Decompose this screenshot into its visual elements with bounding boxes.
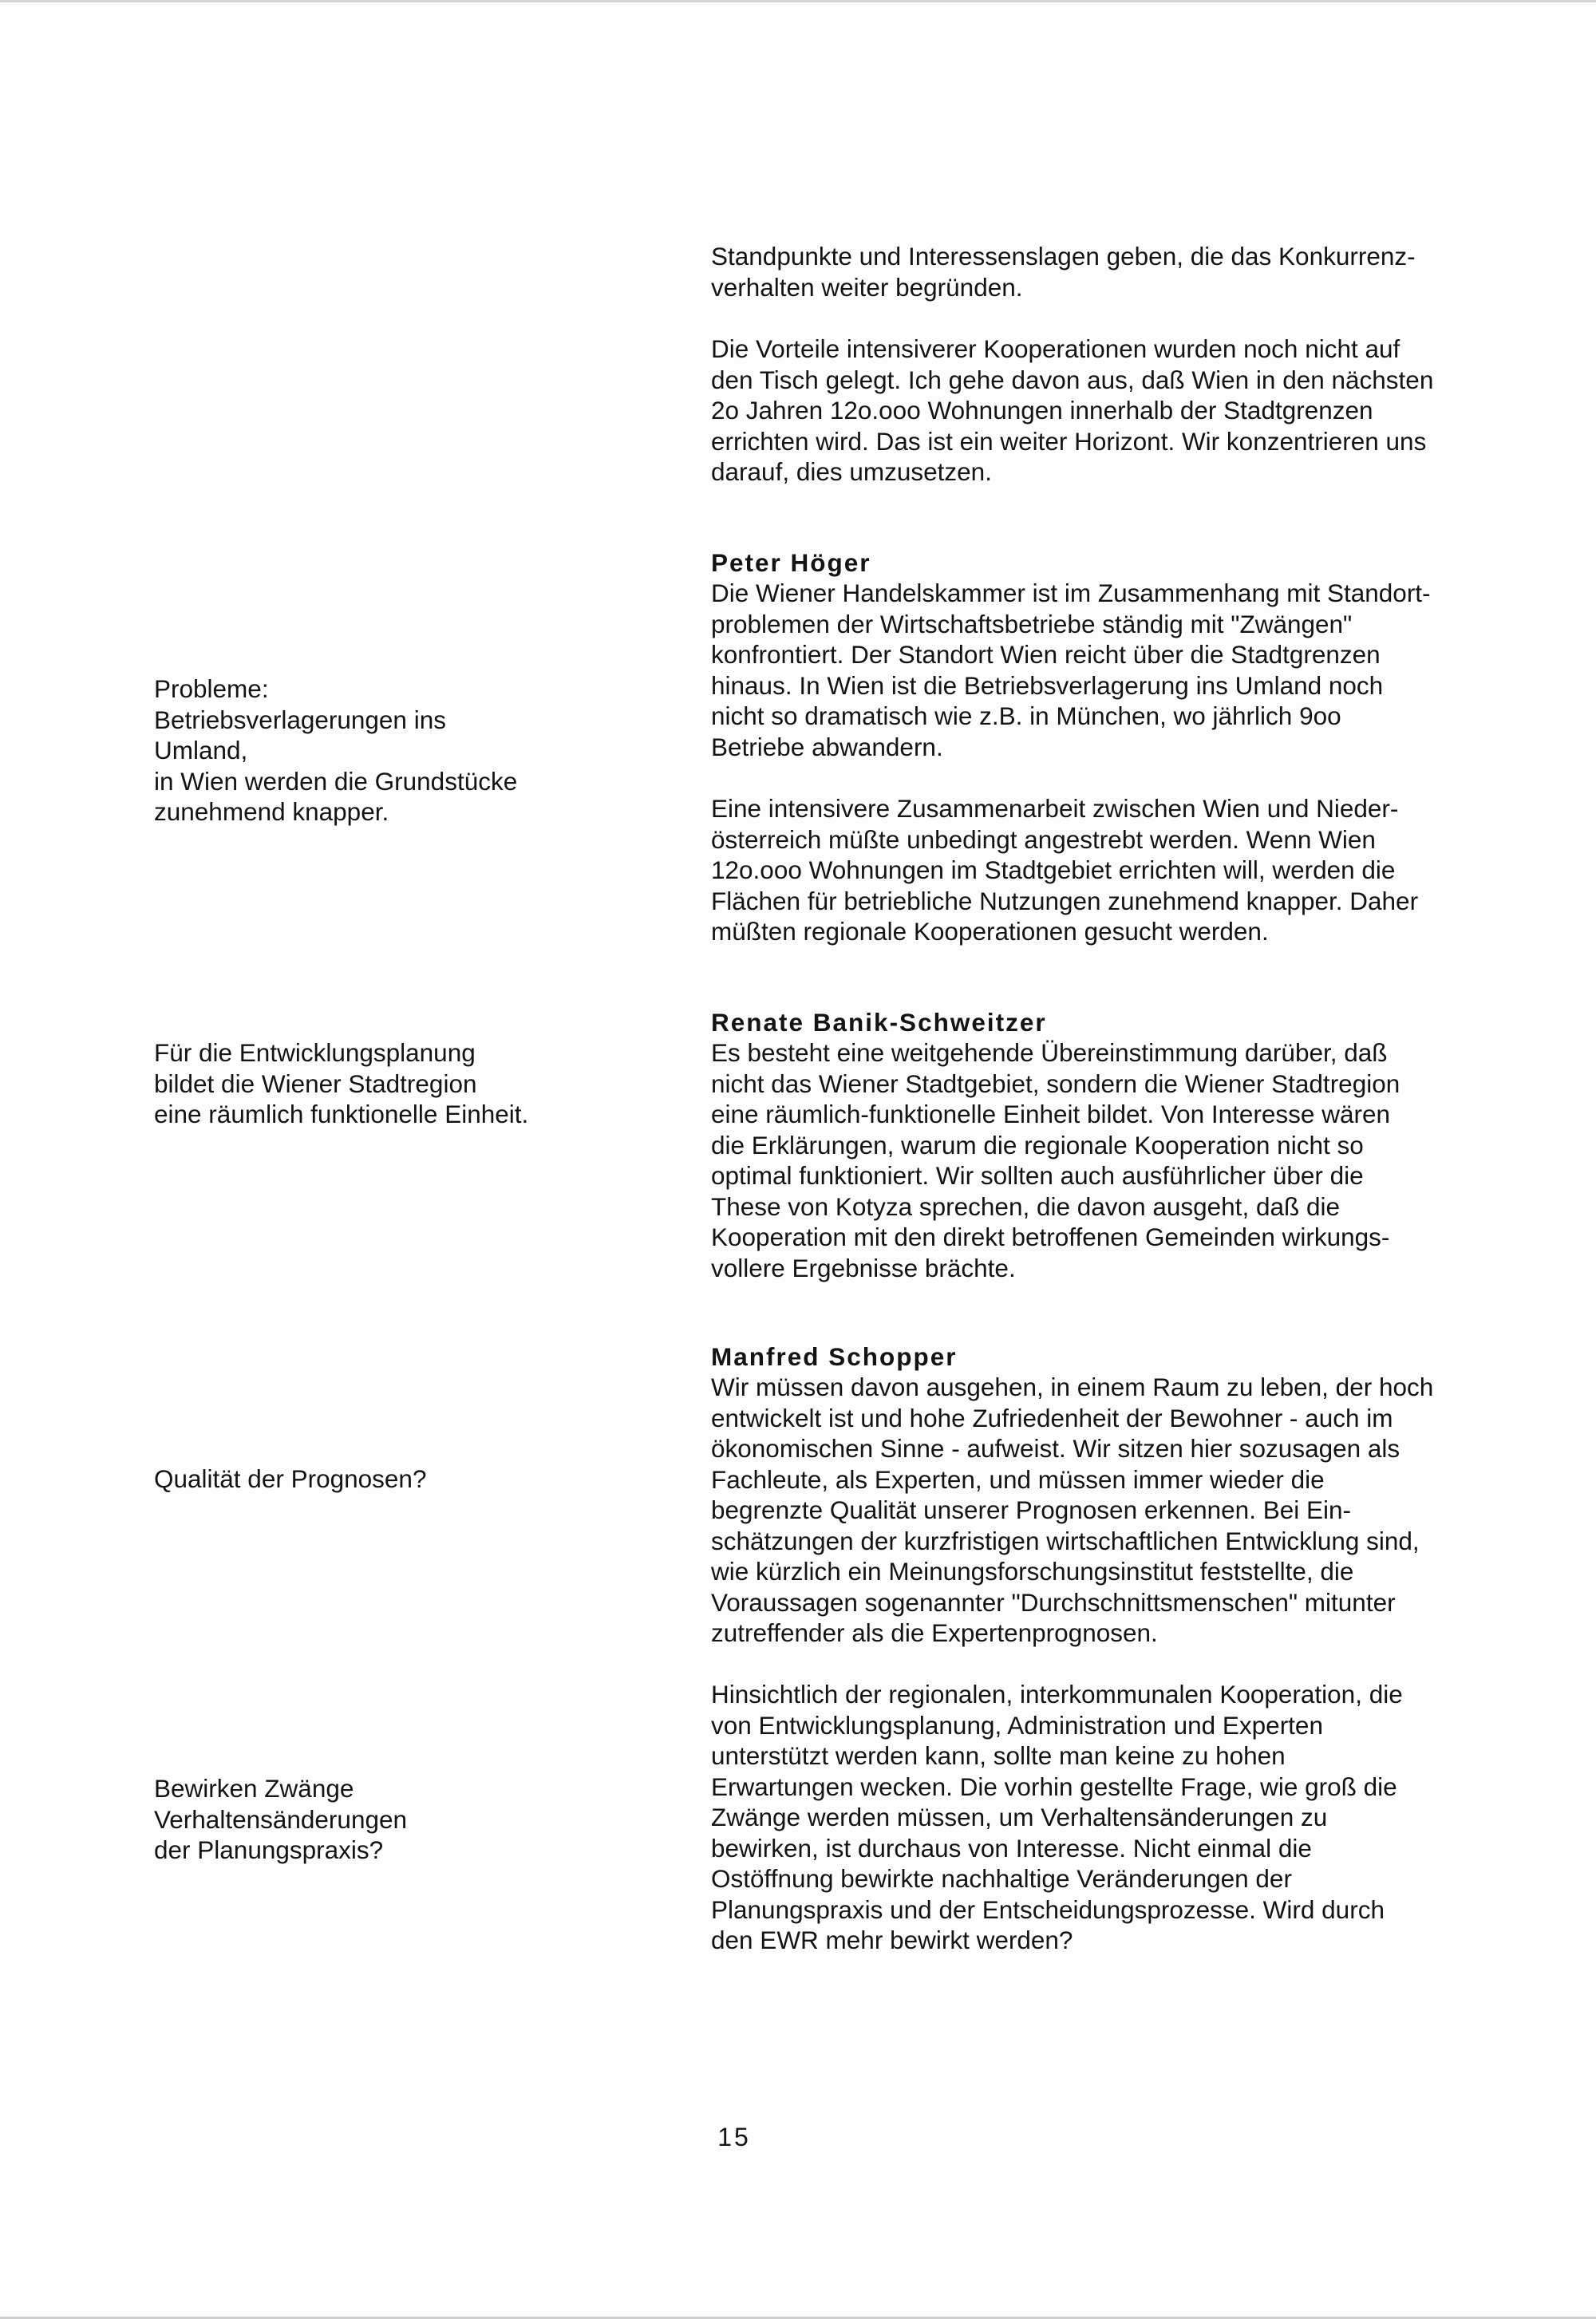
intro-paragraph-1: Standpunkte und Interessenslagen geben, die das Konkurrenz- verhalten weiter begründen. bbox=[711, 242, 1416, 302]
scan-edge-top bbox=[0, 0, 1596, 2]
page-number: 15 bbox=[717, 2123, 751, 2151]
speaker-name: Manfred Schopper bbox=[711, 1342, 958, 1371]
speech-paragraph: Es besteht eine weitgehende Übereinstimmung darüber, daß nicht das Wiener Stadtgebiet, sondern die Wiener Stadtregion eine räumlich-funktionelle Einheit bildet. Von Interesse wären die Erklärungen, warum die regionale Kooperation nicht so optimal funktioniert. Wir sollten auch ausführlicher über die These von Kotyza sprechen, die davon ausgeht, daß die Kooperation mit den direkt betroffenen Gemeinden wirkungs- vollere Ergebnisse brächte. bbox=[711, 1038, 1400, 1282]
speech-paragraph: Eine intensivere Zusammenarbeit zwischen Wien und Nieder- österreich müßte unbedingt angestrebt werden. Wenn Wien 12o.ooo Wohnungen im Stadtgebiet errichten will, werden die Flächen für betriebliche Nutzungen zunehmend knapper. Daher müßten regionale Kooperationen gesucht werden. bbox=[711, 794, 1419, 946]
margin-note: Qualität der Prognosen? bbox=[154, 1464, 427, 1493]
speech-paragraph: Hinsichtlich der regionalen, interkommunalen Kooperation, die von Entwicklungsplanung, Administration und Experten unterstützt werden kann, sollte man keine zu hohen Erwartungen wecken. Die vorhin gestellte Frage, wie groß die Zwänge werden müssen, um Verhaltensänderungen zu bewirken, ist durchaus von Interesse. Nicht einmal die Ostöffnung bewirkte nachhaltige Veränderungen der Planungspraxis und der Entscheidungsprozesse. Wird durch den EWR mehr bewirkt werden? bbox=[711, 1680, 1403, 1954]
intro-paragraph-2: Die Vorteile intensiverer Kooperationen wurden noch nicht auf den Tisch gelegt. Ich gehe davon aus, daß Wien in den nächsten 2o Jahren 12o.ooo Wohnungen innerhalb der Stadtgrenzen errichten wird. Das ist ein weiter Horizont. Wir konzentrieren uns darauf, dies umzusetzen. bbox=[711, 334, 1434, 486]
speaker-name: Renate Banik-Schweitzer bbox=[711, 1008, 1047, 1037]
margin-note: Bewirken Zwänge Verhaltensänderungen der Planungspraxis? bbox=[154, 1774, 408, 1864]
margin-note: Für die Entwicklungsplanung bildet die Wiener Stadtregion eine räumlich funktionelle Einheit. bbox=[154, 1038, 529, 1128]
speaker-name: Peter Höger bbox=[711, 548, 871, 577]
speech-paragraph: Wir müssen davon ausgehen, in einem Raum zu leben, der hoch entwickelt ist und hohe Zufriedenheit der Bewohner - auch im ökonomischen Sinne - aufweist. Wir sitzen hier sozusagen als Fachleute, als Experten, und müssen immer wieder die begrenzte Qualität unserer Prognosen erkennen. Bei Ein- schätzungen der kurzfristigen wirtschaftlichen Entwicklung sind, wie kürzlich ein Meinungsforschungsinstitut feststellte, die Voraussagen sogenannter "Durchschnittsmenschen" mitunter zutreffender als die Expertenprognosen. bbox=[711, 1373, 1434, 1647]
margin-note: Probleme: Betriebsverlagerungen ins Umland, in Wien werden die Grundstücke zunehmend knapper. bbox=[154, 674, 518, 826]
speech-paragraph: Die Wiener Handelskammer ist im Zusammenhang mit Standort- problemen der Wirtschaftsbetriebe ständig mit "Zwängen" konfrontiert. Der Standort Wien reicht über die Stadtgrenzen hinaus. In Wien ist die Betriebsverlagerung ins Umland noch nicht so dramatisch wie z.B. in München, wo jährlich 9oo Betriebe abwandern. bbox=[711, 579, 1431, 761]
